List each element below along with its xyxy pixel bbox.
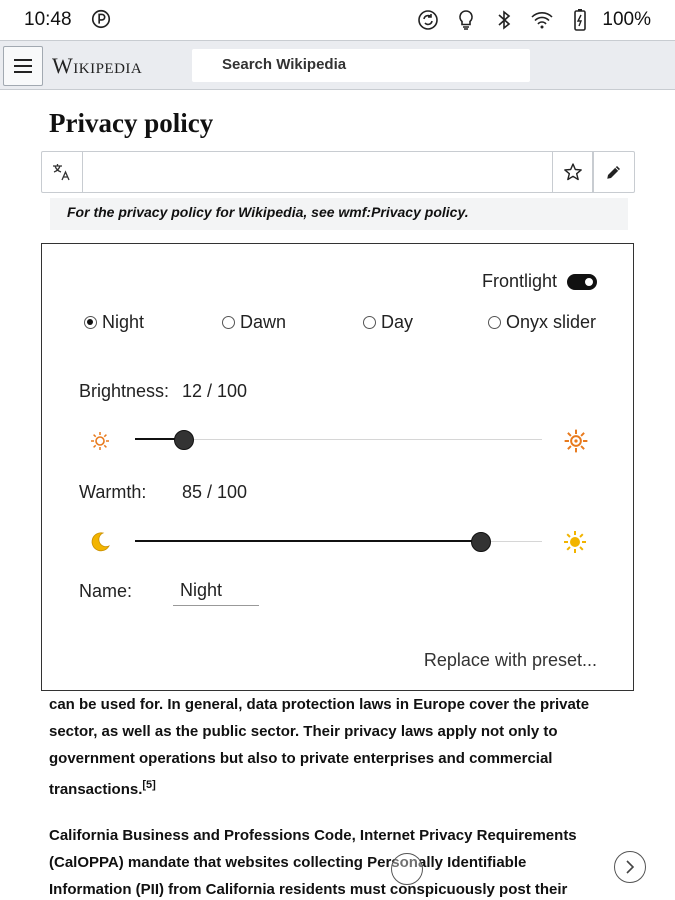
text-line: California Business and Professions Code, Internet Privacy Requirements [49, 827, 577, 844]
preset-name-input[interactable]: Night [173, 578, 259, 606]
radio-onyx-slider[interactable] [488, 312, 596, 333]
wiki-header [0, 40, 675, 90]
next-page-button[interactable] [614, 851, 646, 883]
radio-night[interactable] [84, 312, 144, 333]
sun-dim-icon[interactable] [88, 429, 112, 453]
radio-dawn[interactable] [222, 312, 286, 333]
hatnote: For the privacy policy for Wikipedia, see wmf:Privacy policy. [50, 198, 628, 230]
radio-dot [84, 316, 97, 329]
sun-bright-icon[interactable] [563, 428, 589, 454]
edit-button[interactable] [593, 152, 634, 192]
warmth-value: 85 / 100 [182, 482, 248, 502]
menu-button[interactable] [3, 46, 43, 86]
wikipedia-logo[interactable]: Wikipedia [52, 53, 143, 78]
slider-fill [135, 540, 481, 542]
text-line: sector, as well as the public sector. Their privacy laws apply not only to [49, 723, 558, 740]
pencil-icon [605, 163, 623, 181]
moon-icon[interactable] [88, 530, 112, 554]
name-label: Name: [79, 581, 133, 601]
brightness-value: 12 / 100 [182, 381, 248, 401]
toggle-knob [583, 276, 595, 288]
citation-link[interactable]: [5] [142, 779, 156, 791]
wifi-icon [530, 8, 554, 32]
battery-icon [568, 8, 592, 32]
text-line [49, 772, 609, 803]
frontlight-label: Frontlight [481, 271, 557, 291]
frontlight-toggle[interactable] [567, 274, 597, 290]
battery-percent: 100% [602, 9, 651, 30]
page-title: Privacy policy [49, 108, 214, 138]
text-line: can be used for. In general, data protection laws in Europe cover the private [49, 696, 590, 713]
text-line: (CalOPPA) mandate that websites collecting Personally Identifiable [49, 854, 527, 871]
sun-warm-icon[interactable] [563, 530, 587, 554]
radio-label: Day [381, 312, 414, 332]
pocket-icon [90, 8, 112, 30]
warmth-slider[interactable] [135, 530, 542, 554]
text-line: government operations but also to private enterprises and commercial [49, 750, 553, 767]
text-line: Information (PII) from California residents must conspicuously post their [49, 881, 568, 898]
slider-thumb[interactable] [471, 532, 491, 552]
hamburger-icon [14, 58, 32, 74]
article-paragraph [49, 822, 609, 900]
page-menu-button[interactable] [391, 853, 423, 885]
radio-dot [488, 316, 501, 329]
status-time: 10:48 [24, 9, 72, 30]
slider-track [135, 439, 542, 440]
brightness-label: Brightness: [79, 381, 170, 401]
chevron-right-icon [623, 860, 637, 874]
star-icon [563, 162, 583, 182]
radio-day[interactable] [363, 312, 413, 333]
radio-dot [222, 316, 235, 329]
translate-icon [51, 161, 73, 183]
radio-label: Dawn [240, 312, 287, 332]
search-placeholder: Search Wikipedia [222, 56, 347, 73]
preset-radio-group [42, 312, 635, 336]
language-button[interactable] [42, 152, 83, 192]
search-input[interactable] [192, 49, 530, 82]
warmth-label: Warmth: [79, 482, 147, 502]
frontlight-dialog [41, 243, 634, 691]
status-bar [0, 0, 675, 40]
article-paragraph [49, 675, 609, 803]
bluetooth-icon [492, 8, 516, 32]
slider-thumb[interactable] [174, 430, 194, 450]
sync-icon [416, 8, 440, 32]
radio-dot [363, 316, 376, 329]
lightbulb-icon [454, 8, 478, 32]
radio-label: Night [102, 312, 145, 332]
watch-star-button[interactable] [552, 152, 593, 192]
replace-with-preset-link[interactable]: Replace with preset... [423, 650, 597, 670]
page-actions-bar [41, 151, 635, 193]
radio-label: Onyx slider [506, 312, 597, 332]
brightness-slider[interactable] [135, 428, 542, 452]
text-line-last: transactions. [49, 781, 143, 798]
frontlight-toggle-row [482, 271, 597, 292]
